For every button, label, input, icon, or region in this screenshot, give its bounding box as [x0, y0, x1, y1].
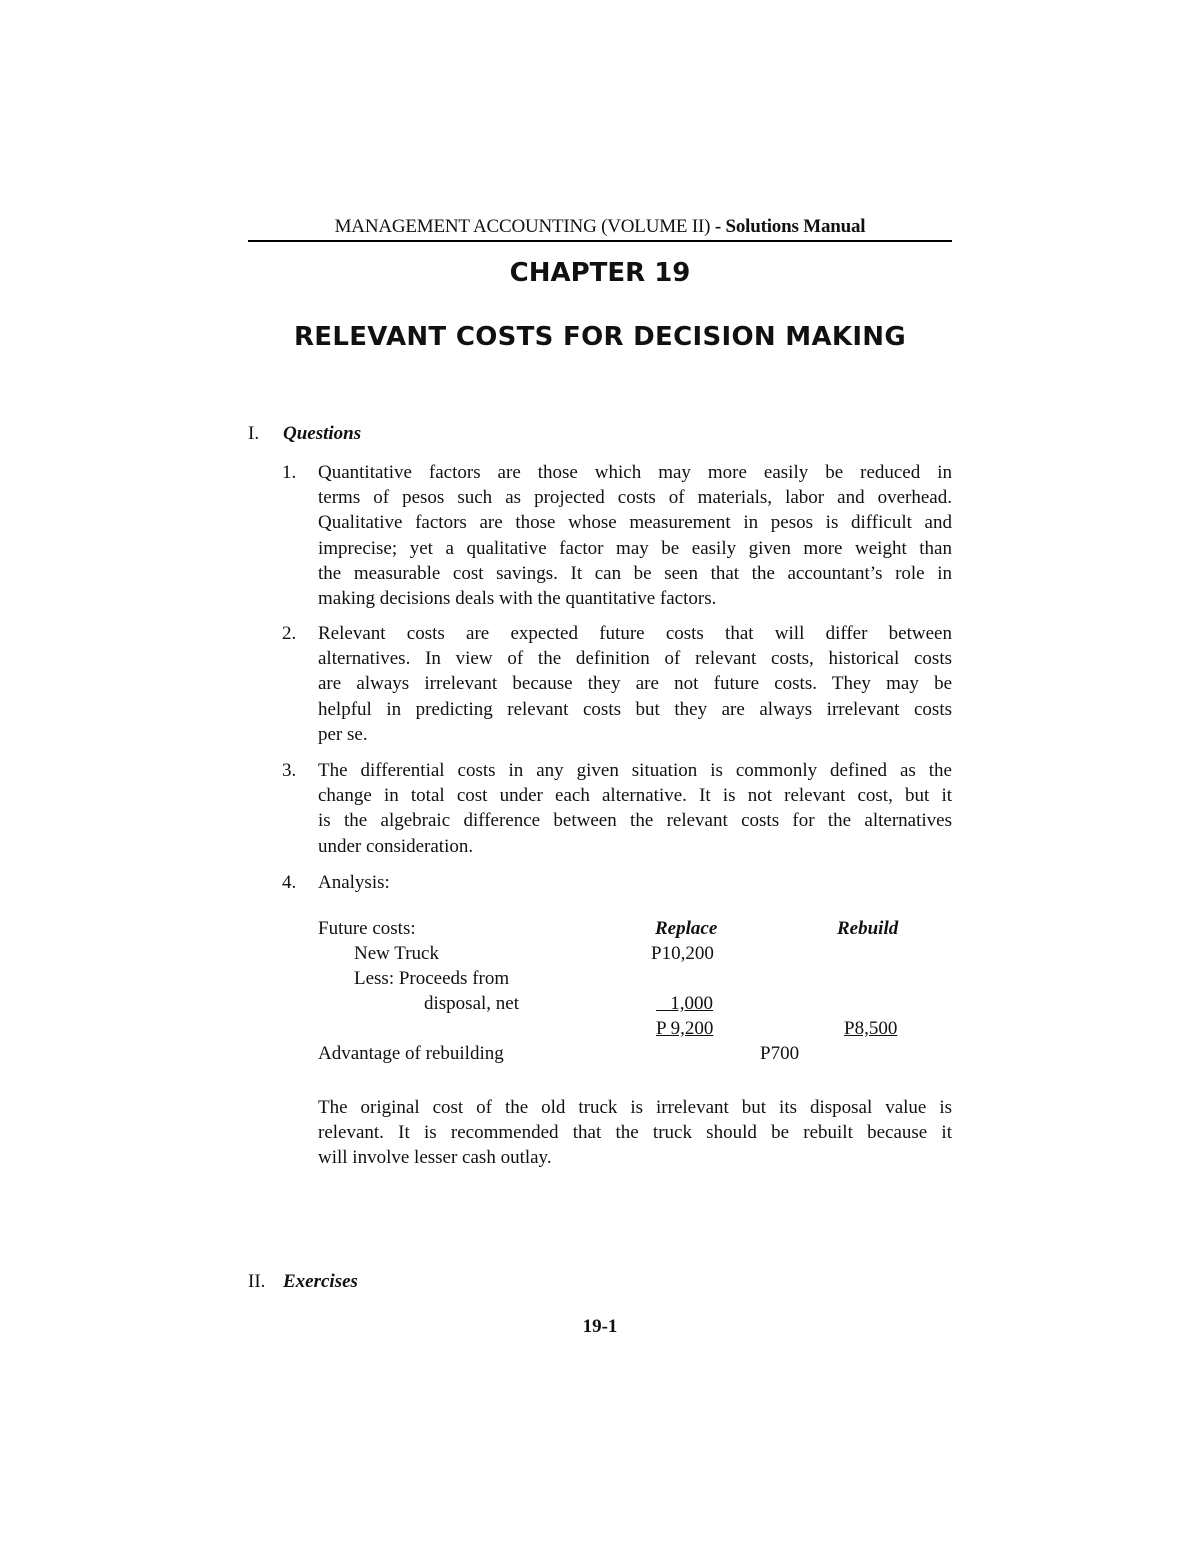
text-line: per se.	[318, 723, 368, 745]
section-number: II.	[248, 1271, 266, 1292]
text-line: change in total cost under each alternative. It is not relevant cost, but it	[318, 785, 952, 807]
text-line: Qualitative factors are those whose measurement in pesos is difficult and	[318, 512, 952, 534]
question-text	[318, 621, 952, 747]
future-costs-label: Future costs:	[318, 918, 416, 939]
rebuild-total: P8,500	[844, 1018, 898, 1039]
question-number: 1.	[282, 462, 297, 483]
replace-value: 1,000	[670, 993, 713, 1014]
section-heading-questions	[248, 423, 361, 445]
text-line: making decisions deals with the quantitative factors.	[318, 588, 717, 610]
analysis-row-total	[318, 1018, 952, 1043]
question-number: 4.	[282, 872, 297, 893]
text-line: The original cost of the old truck is irrelevant but its disposal value is	[318, 1097, 952, 1118]
running-header-suffix: - Solutions Manual	[710, 216, 866, 237]
text-line: the measurable cost savings. It can be seen that the accountant’s role in	[318, 562, 952, 584]
text-line: will involve lesser cash outlay.	[318, 1147, 552, 1169]
text-line: terms of pesos such as projected costs of materials, labor and overhead.	[318, 487, 952, 509]
text-line: Relevant costs are expected future costs that will differ between	[318, 623, 952, 644]
analysis-row-less	[318, 968, 952, 993]
question-text	[318, 758, 952, 859]
running-header	[248, 216, 952, 238]
row-label: Less: Proceeds from	[354, 968, 510, 989]
text-line: is the algebraic difference between the relevant costs for the alternatives	[318, 810, 952, 832]
section-name: Questions	[283, 423, 362, 444]
question-text	[318, 460, 952, 611]
question-4	[282, 870, 952, 895]
analysis-row-advantage	[318, 1043, 952, 1068]
analysis-header-row	[318, 918, 952, 943]
replace-value: P10,200	[651, 943, 714, 964]
row-label: New Truck	[354, 943, 439, 964]
question-text	[318, 870, 952, 895]
replace-total: P 9,200	[656, 1018, 714, 1039]
column-header-replace: Replace	[655, 918, 718, 939]
text-line: helpful in predicting relevant costs but they are always irrelevant costs	[318, 698, 952, 720]
text-line: Quantitative factors are those which may more easily be reduced in	[318, 462, 952, 483]
text-line: The differential costs in any given situation is commonly defined as the	[318, 760, 952, 781]
row-label: disposal, net	[424, 993, 519, 1014]
question-1	[282, 460, 952, 611]
question-number: 3.	[282, 760, 297, 781]
section-number: I.	[248, 423, 260, 444]
text-line: Analysis:	[318, 872, 390, 893]
page-number: 19-1	[582, 1316, 618, 1337]
chapter-title: RELEVANT COSTS FOR DECISION MAKING	[293, 322, 907, 352]
analysis-row-disposal	[318, 993, 952, 1018]
conclusion-paragraph	[318, 1095, 952, 1171]
chapter-number: CHAPTER 19	[509, 258, 691, 288]
section-name: Exercises	[283, 1271, 358, 1292]
text-line: alternatives. In view of the definition of relevant costs, historical costs	[318, 648, 952, 670]
question-3	[282, 758, 952, 859]
question-number: 2.	[282, 623, 297, 644]
question-2	[282, 621, 952, 747]
row-label: Advantage of rebuilding	[318, 1043, 504, 1064]
text-line: relevant. It is recommended that the truck should be rebuilt because it	[318, 1122, 952, 1144]
analysis-table	[318, 918, 952, 1068]
running-header-title: MANAGEMENT ACCOUNTING (VOLUME II)	[334, 216, 711, 237]
analysis-row-new-truck	[318, 943, 952, 968]
column-header-rebuild: Rebuild	[837, 918, 899, 939]
text-line: are always irrelevant because they are not future costs. They may be	[318, 673, 952, 695]
advantage-value: P700	[760, 1043, 800, 1064]
text-line: under consideration.	[318, 835, 474, 857]
header-rule	[248, 240, 952, 242]
section-heading-exercises	[248, 1271, 358, 1293]
text-line: imprecise; yet a qualitative factor may be easily given more weight than	[318, 537, 952, 559]
